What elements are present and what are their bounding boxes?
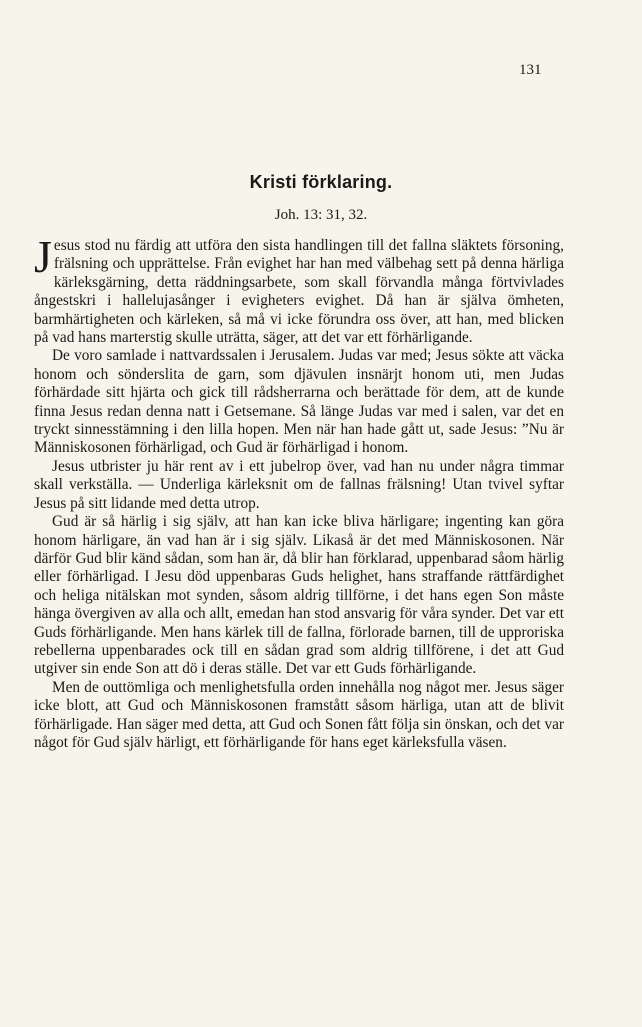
paragraph-3: Jesus utbrister ju här rent av i ett jubelrop över, vad han nu under några timmar skall verkställa. — Underliga kärleksnit om de fallnas frälsning! Utan tvivel syftar Jesus på sitt lidande med detta utrop. [34,457,564,512]
page-number: 131 [519,62,542,78]
paragraph-5: Men de outtömliga och menlighetsfulla orden innehålla nog något mer. Jesus säger icke blott, att Gud och Människosonen framstått såsom härliga, utan att de blivit förhärligade. Han säger med detta, att Gud och Sonen fått följa sin önskan, och det var något för Gud själv härligt, ett förhärligande för hans eget kärleksfulla väsen. [34,678,564,751]
scripture-reference: Joh. 13: 31, 32. [274,207,368,223]
drop-cap: J [34,231,52,282]
paragraph-1-text: esus stod nu färdig att utföra den sista handlingen till det fallna släktets försoning, frälsning och upprättelse. Från evighet har han med välbehag sett på denna härliga kärleksgärning, detta räddningsarbete, som skall förvandla många förtvivlades ångestskri i hallelujasånger i evigheters evighet. Då han är själva ömheten, barmhärtigheten och kärleken, så må vi icke förundra oss över, att han, med blicken på vad hans marterstig skulle uträtta, säger, att det var ett förhärligande. [34,237,564,347]
paragraph-2: De voro samlade i nattvardssalen i Jerusalem. Judas var med; Jesus sökte att väcka honom och sönderslita de garn, som djävulen insnärjt honom uti, men Judas förhärdade sitt hjärta och gick till rådsherrarna och berättade för dem, att de kunde finna Jesus redan denna natt i Getsemane. Så länge Judas var med i salen, var det en tryckt sinnesstämning i den lilla hopen. Men när han hade gått ut, sade Jesus: ”Nu är Människosonen förhärligad, och Gud är förhärligad i honom. [34,347,564,457]
body-text [34,231,564,752]
paragraph-4: Gud är så härlig i sig själv, att han kan icke bliva härligare; ingenting kan göra honom härligare, än vad han är i sig själv. Likaså är det med Människosonen. När därför Gud blir känd sådan, som han är, då blir han förklarad, uppenbarad såom härlig eller förhärligad. I Jesu död uppenbaras Guds helighet, hans straffande rättfärdighet och heliga nitälskan mot synden, såsom aldrig tillförne, i det hans egen Son måste hänga övergiven av alla och allt, emedan han stod ansvarig för våra synder. Det var ett Guds förhärligande. Men hans kärlek till de fallna, förlorade barnen, till de upproriska rebellerna uppenbarades ock till en sådan grad som aldrig tillförene, i det att Gud utgiver sin ende Son att dö i deras ställe. Det var ett Guds förhärligande. [34,513,564,678]
paragraph-1 [34,231,564,347]
chapter-title: Kristi förklaring. [249,172,393,192]
